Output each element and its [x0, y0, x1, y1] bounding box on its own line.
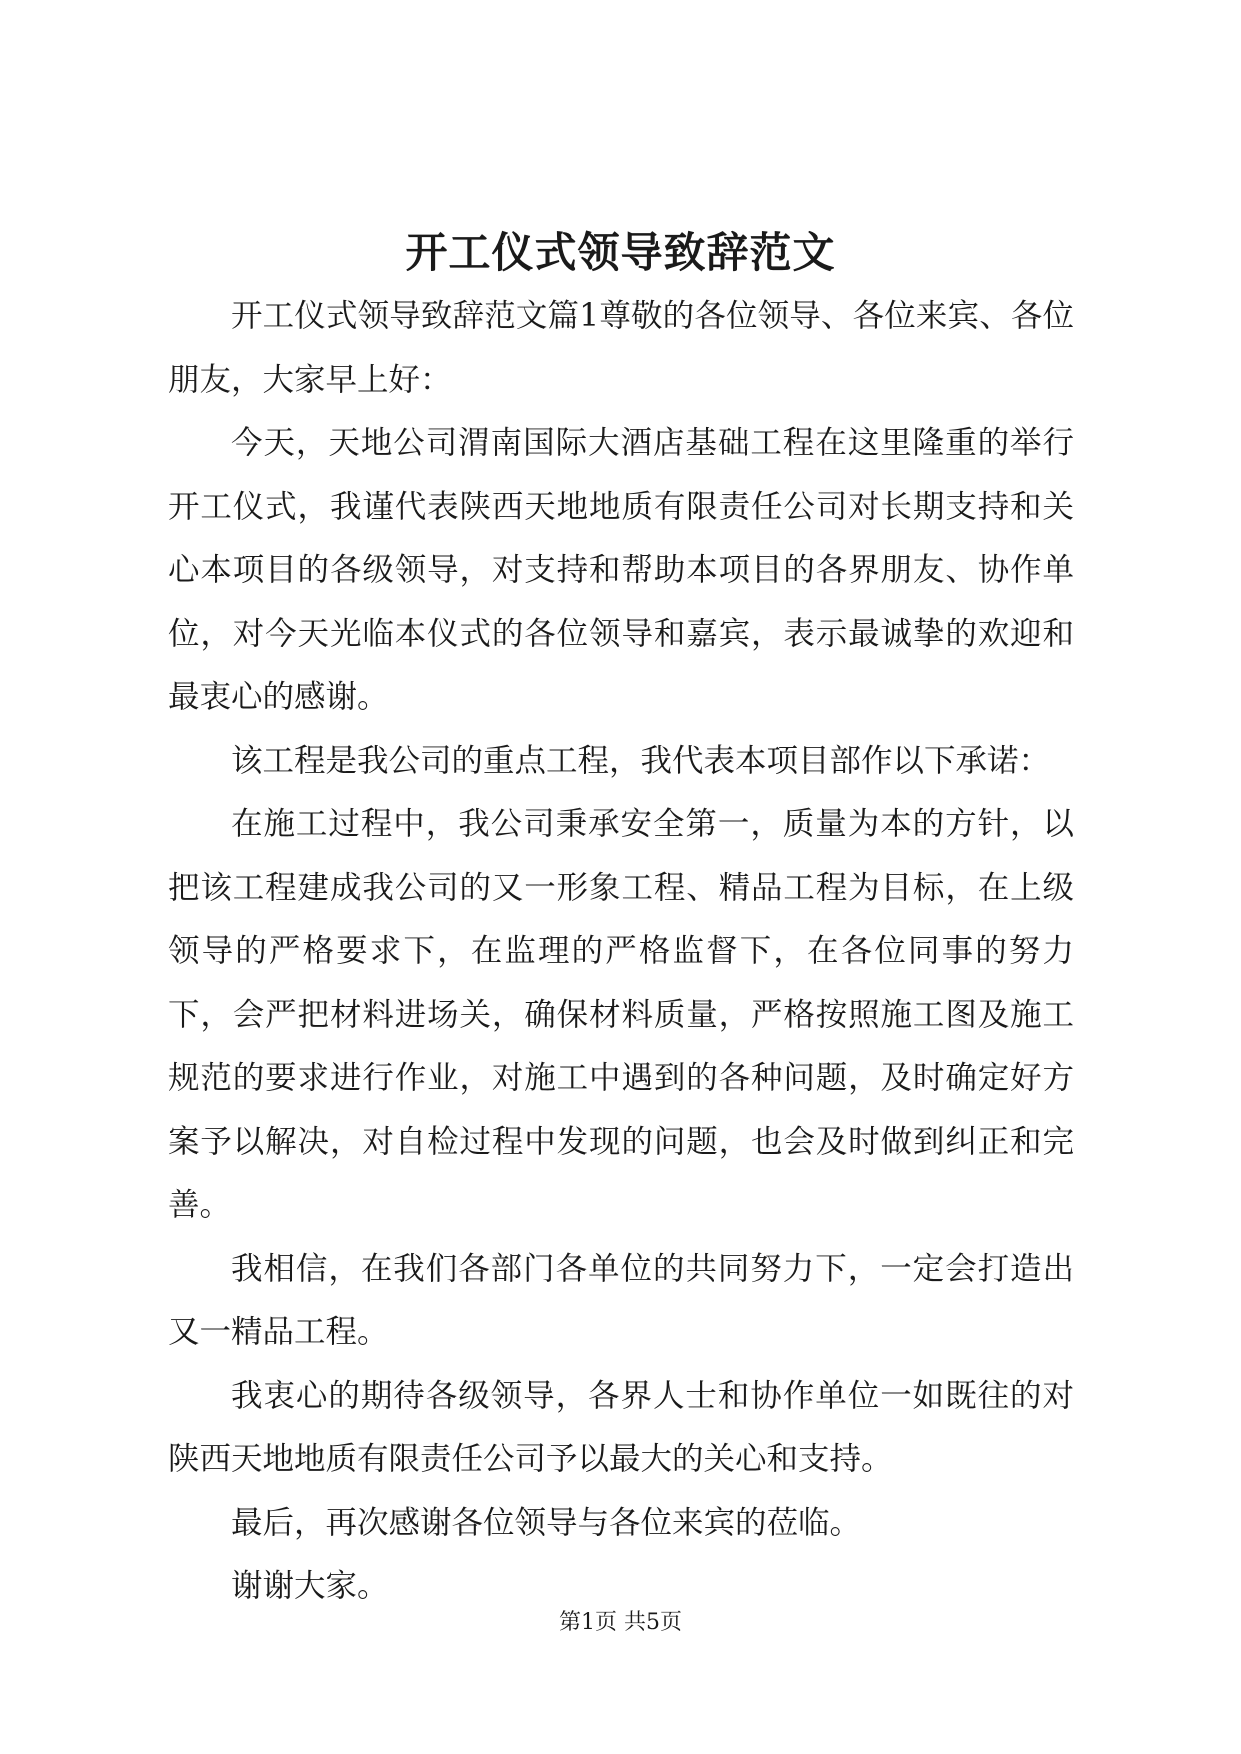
paragraph: 我相信，在我们各部门各单位的共同努力下，一定会打造出又一精品工程。: [168, 1250, 1074, 1350]
paragraph: 在施工过程中，我公司秉承安全第一，质量为本的方针，以把该工程建成我公司的又一形象工程、精品工程为目标，在上级领导的严格要求下，在监理的严格监督下，在各位同事的努力下，会严把材料进场关，确保材料质量，严格按照施工图及施工规范的要求进行作业，对施工中遇到的各种问题，及时确定好方案予以解决，对自检过程中发现的问题，也会及时做到纠正和完善。: [168, 806, 1074, 1223]
paragraph: 今天，天地公司渭南国际大酒店基础工程在这里隆重的举行开工仪式，我谨代表陕西天地地质有限责任公司对长期支持和关心本项目的各级领导，对支持和帮助本项目的各界朋友、协作单位，对今天光临本仪式的各位领导和嘉宾，表示最诚挚的欢迎和最衷心的感谢。: [168, 425, 1074, 715]
paragraph: 该工程是我公司的重点工程，我代表本项目部作以下承诺：: [231, 742, 1051, 779]
page-number-footer: 第1页 共5页: [559, 1610, 682, 1635]
document-title: 开工仪式领导致辞范文: [405, 228, 836, 277]
paragraph: 最后，再次感谢各位领导与各位来宾的莅临。: [231, 1504, 862, 1541]
paragraph: 开工仪式领导致辞范文篇1尊敬的各位领导、各位来宾、各位朋友，大家早上好：: [168, 298, 1074, 398]
paragraph: 我衷心的期待各级领导，各界人士和协作单位一如既往的对陕西天地地质有限责任公司予以最大的关心和支持。: [168, 1377, 1074, 1477]
document-body: [168, 285, 1074, 1619]
paragraph: 谢谢大家。: [231, 1568, 389, 1604]
